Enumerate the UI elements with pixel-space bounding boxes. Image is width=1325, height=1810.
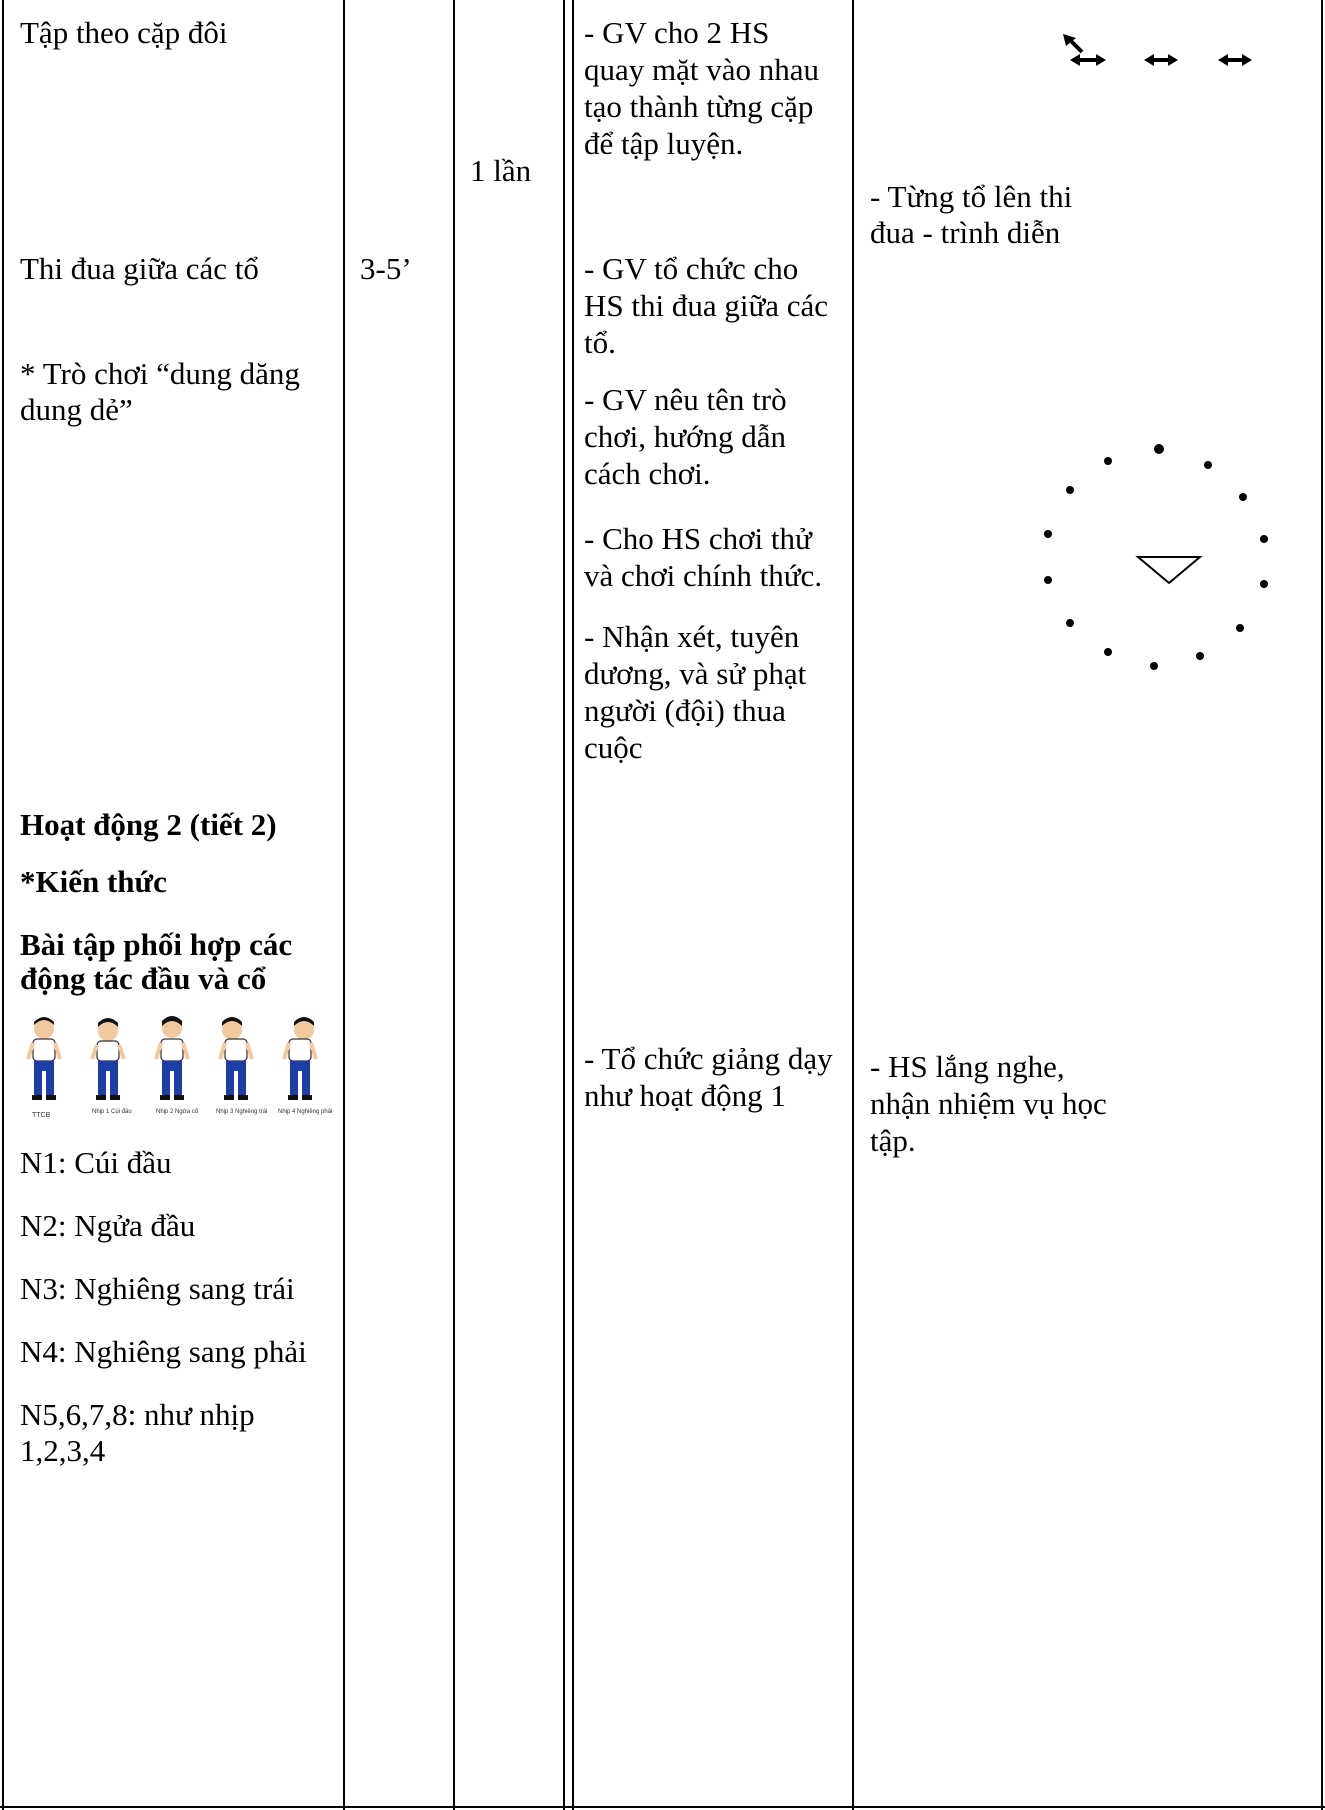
game-title-line2: dung dẻ”	[20, 392, 133, 427]
pair-instruction-line3: tạo thành từng cặp	[584, 89, 814, 124]
game-title-line1: * Trò chơi “dung dăng	[20, 356, 300, 391]
figure-caption-4: Nhịp 4 Nghiêng phải	[278, 1109, 333, 1115]
competition-instruction-line2: HS thi đua giữa các	[584, 288, 829, 323]
competition-instruction-line3: tổ.	[584, 325, 616, 360]
figure-caption-3: Nhịp 3 Nghiêng trái	[216, 1109, 268, 1115]
pair-formation-diagram	[1060, 34, 1260, 74]
beat-3: N3: Nghiêng sang trái	[20, 1271, 295, 1306]
listen-note-line3: tập.	[870, 1123, 916, 1158]
pair-instruction-line1: - GV cho 2 HS	[584, 15, 770, 50]
table-border-left	[2, 0, 4, 1810]
beats-repeat-line2: 1,2,3,4	[20, 1433, 106, 1468]
activity2-heading: Hoạt động 2 (tiết 2)	[20, 807, 277, 842]
game-intro-line2: chơi, hướng dẫn	[584, 419, 786, 454]
table-border-bottom	[0, 1806, 1325, 1808]
formation-dot	[1260, 535, 1268, 543]
figure-caption-0: TTCB	[32, 1112, 51, 1119]
game-play-line1: - Cho HS chơi thử	[584, 521, 812, 556]
column-divider-4	[852, 0, 854, 1810]
double-arrow-icon	[1144, 54, 1154, 66]
figure-caption-2: Nhịp 2 Ngửa cổ	[156, 1109, 199, 1115]
review-line2: dương, và sử phạt	[584, 656, 807, 691]
review-line4: cuộc	[584, 730, 643, 765]
formation-dot	[1104, 648, 1112, 656]
figure-caption-1: Nhịp 1 Cúi đầu	[92, 1109, 132, 1115]
formation-dot	[1044, 576, 1052, 584]
figure-beat4	[284, 1017, 316, 1100]
beat-4: N4: Nghiêng sang phải	[20, 1334, 307, 1369]
column-divider-3b	[572, 0, 574, 1810]
pair-instruction-line2: quay mặt vào nhau	[584, 52, 820, 87]
beat-2: N2: Ngửa đầu	[20, 1208, 196, 1243]
group-competition-label: Thi đua giữa các tổ	[20, 251, 259, 286]
review-line1: - Nhận xét, tuyên	[584, 619, 800, 654]
formation-dot	[1154, 444, 1164, 454]
column-divider-3	[563, 0, 565, 1810]
exercise-heading-line1: Bài tập phối hợp các	[20, 927, 293, 962]
listen-note-line2: nhận nhiệm vụ học	[870, 1086, 1107, 1121]
formation-dot	[1044, 530, 1052, 538]
column-divider-1	[343, 0, 345, 1810]
formation-dot	[1236, 624, 1244, 632]
review-line3: người (đội) thua	[584, 693, 786, 728]
figure-beat1	[92, 1018, 124, 1100]
exercise-illustration	[20, 1017, 338, 1132]
double-arrow-icon-2	[1218, 54, 1228, 66]
competition-instruction-line1: - GV tổ chức cho	[584, 251, 799, 286]
beats-repeat-line1: N5,6,7,8: như nhịp	[20, 1397, 255, 1432]
group-note-line1: - Từng tổ lên thi	[870, 179, 1073, 214]
time-cell: 3-5’	[360, 251, 412, 286]
table-border-right	[1321, 0, 1323, 1810]
formation-dot	[1196, 652, 1204, 660]
teaching-line1: - Tổ chức giảng dạy	[584, 1041, 833, 1076]
figure-ready-stance	[28, 1017, 60, 1100]
exercise-heading-line2: động tác đầu và cổ	[20, 961, 267, 996]
formation-dot	[1150, 662, 1158, 670]
pair-practice-label: Tập theo cặp đôi	[20, 15, 228, 50]
figure-beat3	[220, 1017, 252, 1100]
figure-beat2	[156, 1016, 188, 1100]
group-note-line2: đua - trình diễn	[870, 215, 1061, 250]
beat-1: N1: Cúi đầu	[20, 1145, 172, 1180]
formation-dot	[1204, 461, 1212, 469]
game-intro-line3: cách chơi.	[584, 456, 711, 491]
listen-note-line1: - HS lắng nghe,	[870, 1049, 1065, 1084]
formation-dot	[1104, 457, 1112, 465]
game-intro-line1: - GV nêu tên trò	[584, 382, 787, 417]
knowledge-heading: *Kiến thức	[20, 864, 167, 899]
pair-instruction-line4: để tập luyện.	[584, 126, 744, 161]
formation-dot	[1260, 580, 1268, 588]
teaching-line2: như hoạt động 1	[584, 1078, 786, 1113]
formation-dot	[1066, 619, 1074, 627]
teacher-triangle-icon	[1136, 555, 1202, 585]
formation-dot	[1239, 493, 1247, 501]
formation-dot	[1066, 486, 1074, 494]
column-divider-2	[453, 0, 455, 1810]
game-play-line2: và chơi chính thức.	[584, 558, 823, 593]
repeat-cell: 1 lần	[470, 153, 532, 188]
